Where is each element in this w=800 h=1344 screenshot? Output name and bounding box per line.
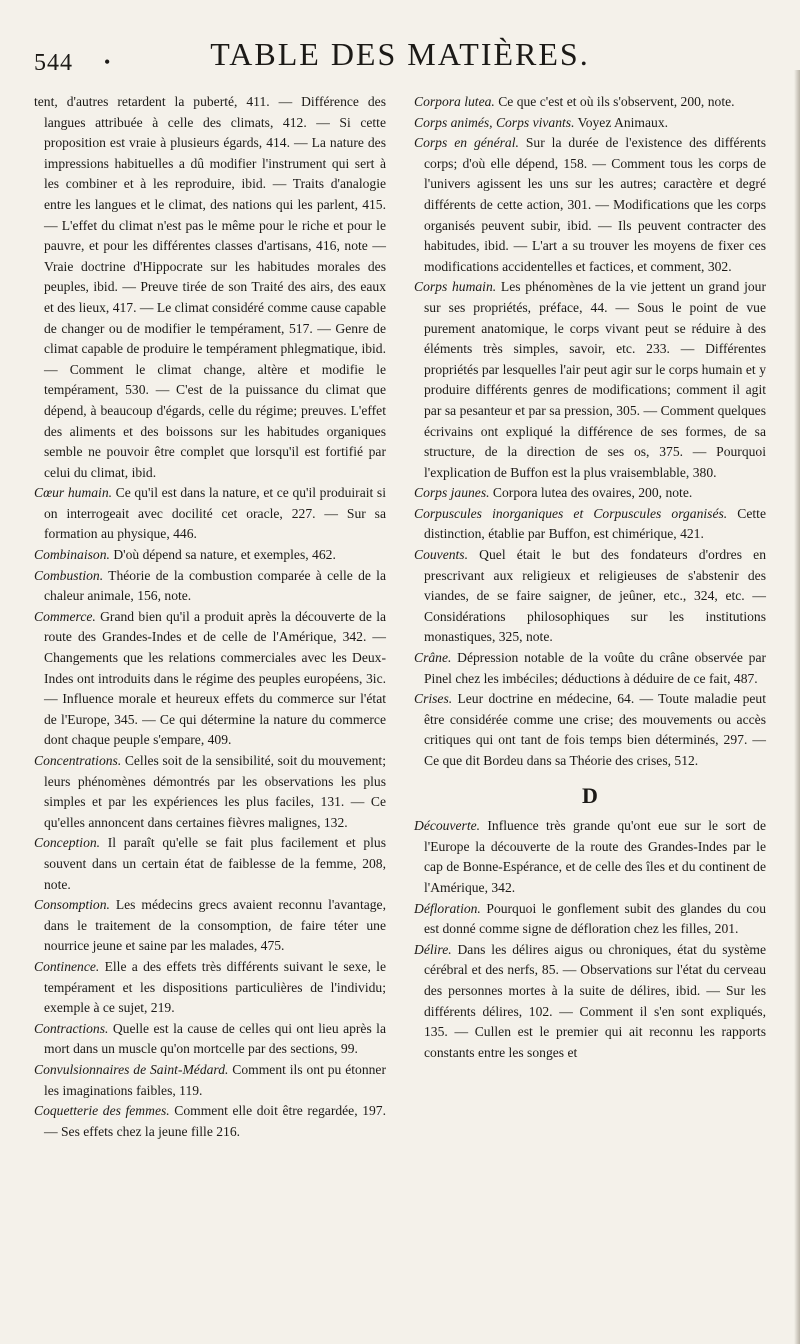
- index-entry: [414, 545, 766, 648]
- index-entry: [34, 895, 386, 957]
- entry-text: Voyez Animaux.: [574, 114, 669, 130]
- entry-text: Influence très grande qu'ont eue sur le sort de l'Europe la découverte de la route des Grandes-Indes par le cap de Bonne-Espérance, et de celle des îles et du continent de l'Amérique, 342.: [424, 818, 766, 895]
- entry-text: Elle a des effets très différents suivant le sexe, le tempérament et les dispositions particulières de l'individu; exemple à ce sujet, 219.: [44, 958, 386, 1016]
- entry-headword: Délire.: [414, 941, 452, 957]
- index-entry: [34, 545, 386, 566]
- entry-text: Il paraît qu'elle se fait plus facilement et plus souvent dans un certain état de faiblesse de la femme, 208, note.: [44, 835, 386, 892]
- index-entry: [34, 483, 386, 545]
- index-entry: [414, 483, 766, 504]
- entry-headword: Combustion.: [34, 567, 104, 583]
- entry-headword: Consomption.: [34, 897, 110, 913]
- index-entry: [414, 689, 766, 771]
- index-entry: [34, 1060, 386, 1101]
- entry-text: Comment ils ont pu étonner les imaginations faibles, 119.: [44, 1061, 386, 1098]
- entry-text: D'où dépend sa nature, et exemples, 462.: [109, 547, 336, 563]
- entry-headword: Couvents.: [414, 547, 468, 563]
- index-entry: [34, 1101, 386, 1142]
- right-column: [414, 92, 766, 1332]
- index-entry: [414, 504, 766, 545]
- index-entry: [34, 1019, 386, 1060]
- entry-headword: Corps humain.: [414, 279, 497, 295]
- entry-headword: Contractions.: [34, 1020, 109, 1036]
- entry-text: Celles soit de la sensibilité, soit du mouvement; leurs phénomènes démontrés par les observations les plus simples et par les expériences les plus faciles, 131. — Ce qu'elles annoncent dans certaines fièvres malignes, 132.: [44, 753, 386, 830]
- entry-text: Théorie de la combustion comparée à celle de la chaleur animale, 156, note.: [44, 567, 386, 604]
- entry-headword: Corps en général.: [414, 135, 519, 151]
- entry-headword: Continence.: [34, 958, 100, 974]
- entry-headword: Découverte.: [414, 818, 481, 834]
- entry-headword: Coquetterie des femmes.: [34, 1103, 170, 1119]
- entry-text: Cette distinction, établie par Buffon, est chimérique, 421.: [424, 505, 766, 542]
- index-entry: [414, 133, 766, 277]
- entry-headword: Corps animés, Corps vivants.: [414, 114, 575, 130]
- index-entry: [414, 940, 766, 1064]
- index-entry: [414, 92, 766, 113]
- entry-text: Ce que c'est et où ils s'observent, 200, note.: [494, 94, 735, 109]
- index-entry: [34, 751, 386, 833]
- index-entry: [414, 277, 766, 483]
- entry-headword: Cœur humain.: [34, 485, 113, 501]
- index-entry: [34, 566, 386, 607]
- index-entry: [34, 607, 386, 751]
- left-column: [34, 92, 386, 1332]
- entry-headword: Crâne.: [414, 650, 452, 666]
- entry-text: Les médecins grecs avaient reconnu l'avantage, dans le traitement de la consomption, de faire téter une nourrice jeune et saine par les malades, 475.: [44, 897, 386, 954]
- page-edge-shadow: [794, 70, 800, 1344]
- entry-text: Comment elle doit être regardée, 197. — Ses effets chez la jeune fille 216.: [44, 1103, 386, 1139]
- entry-text: Grand bien qu'il a produit après la découverte de la route des Grandes-Indes et de celle de l'Amérique, 342. — Changements que les relations commerciales avec les Deux-Indes ont introduits dans le régime des peuples européens, 3ic. — Influence morale et heureux effets du commerce sur l'état de l'Europe, 345. — Ce qui détermine la nature du commerce dont chaque peuple s'empare, 409.: [44, 608, 386, 748]
- index-entry: [414, 648, 766, 689]
- entry-headword: Corps jaunes.: [414, 485, 490, 501]
- index-entry: [34, 833, 386, 895]
- entry-text: Dans les délires aigus ou chroniques, état du système cérébral et des nerfs, 85. — Observations sur l'état du cerveau des personnes mortes à la suite de délires, ibid. — Sur les différents délires, 102. — Comment il s'en sont expliqués, 135. — Cullen est le premier qui ait reconnu les rapports constants entre les songes et: [424, 941, 766, 1060]
- index-entry: [414, 816, 766, 898]
- page-header: [34, 36, 766, 86]
- entry-headword: Corpora lutea.: [414, 94, 495, 109]
- entry-headword: Conception.: [34, 835, 101, 851]
- entry-headword: Concentrations.: [34, 753, 122, 768]
- entry-text: Les phénomènes de la vie jettent un grand jour sur ses propriétés, préface, 44. — Sous le point de vue purement anatomique, le corps vivant peut se réduire à des éléments très simples, savoir, etc. 233. — Différentes propriétés par lesquelles l'air peut agir sur le corps humain et y produire différents genres de modifications; comment il agit par sa pesanteur et par sa pression, 305. — Comment quelques écrivains ont expliqué la différence de ses formes, de sa structure, de la direction de ses os, 375. — Pourquoi l'explication de Buffon est la plus vraisemblable, 380.: [424, 279, 766, 480]
- running-title: TABLE DES MATIÈRES.: [210, 36, 590, 72]
- entry-text: Dépression notable de la voûte du crâne observée par Pinel chez les imbéciles; déductions à déduire de ce fait, 487.: [424, 650, 766, 686]
- section-letter-heading: D: [582, 782, 598, 808]
- index-columns: [34, 92, 766, 1332]
- index-entry: [414, 899, 766, 940]
- entry-text: Sur la durée de l'existence des différents corps; d'où elle dépend, 158. — Comment tous les corps de l'univers agissent les uns sur les autres; caractère et degré différents de cette action, 301. — Modifications que les corps organisés peuvent subir, ibid. — Ils peuvent contracter des habitudes, ibid. — L'art a su trouver les moyens de fixer ces modifications accidentelles et factices, et comment, 302.: [424, 135, 766, 274]
- index-entry: [414, 113, 766, 134]
- entry-text: Quel était le but des fondateurs d'ordres en prescrivant aux religieux et religieuses de s'abstenir des viandes, de se faire saigner, de jeûner, etc., 324, etc. — Considérations philosophiques sur les institutions monastiques, 325, note.: [424, 547, 766, 645]
- entry-headword: Défloration.: [414, 900, 481, 916]
- entry-headword: Crises.: [414, 691, 453, 707]
- entry-text: Leur doctrine en médecine, 64. — Toute maladie peut être considérée comme une crise; des mouvements ou accès critiques qui ont tant de fois temps bien déterminés, 297. — Ce que dit Bordeu dans sa Théorie des crises, 512.: [424, 691, 766, 768]
- entry-text: Ce qu'il est dans la nature, et ce qu'il produirait si on interrogeait avec docilité cet oracle, 227. — Sur sa formation au physique, 446.: [44, 485, 386, 542]
- entry-text: Quelle est la cause de celles qui ont lieu après la mort dans un muscle qu'on mortcelle par des sections, 99.: [44, 1020, 386, 1057]
- entry-text: Pourquoi le gonflement subit des glandes du cou est donné comme signe de défloration chez les filles, 201.: [424, 900, 766, 937]
- page-bullet: •: [104, 52, 111, 72]
- entry-headword: Convulsionnaires de Saint-Médard.: [34, 1061, 229, 1077]
- entry-headword: Commerce.: [34, 608, 96, 624]
- continuation-entry: tent, d'autres retardent la puberté, 411. — Différence des langues attribuée à celle des climats, 412. — Si cette proposition est vraie à plusieurs égards, 414. — La nature des impressions habituelles a dû modifier l'instrument qui sert à les combiner et à les reproduire, ibid. — Traits d'analogie entre les langues et le climat, des nations qui les parlent, 415. — L'effet du climat n'est pas le même pour le riche et pour le pauvre, et pour les différentes classes d'artisans, 416, note — Vraie doctrine d'Hippocrate sur les habitudes morales des peuples, ibid. — Preuve tirée de son Traité des airs, des eaux et des lieux, 417. — Le climat considéré comme cause capable de changer ou de modifier le tempérament, 517. — Genre de climat capable de produire le tempérament phlegmatique, ibid. — Comment le climat change, altère et modifie le tempérament, 530. — C'est de la puissance du climat que dépend, à beaucoup d'égards, celle du régime; preuves. L'effet des aliments et des boissons sur les habitudes organiques semble ne pouvoir être complet que lorsqu'il est fortifié par celui du climat, ibid.: [34, 94, 386, 480]
- entry-text: Corpora lutea des ovaires, 200, note.: [489, 485, 693, 501]
- index-entry: [34, 957, 386, 1019]
- page-number: 544: [34, 50, 73, 76]
- entry-headword: Corpuscules inorganiques et Corpuscules organisés.: [414, 505, 728, 521]
- entry-headword: Combinaison.: [34, 547, 110, 563]
